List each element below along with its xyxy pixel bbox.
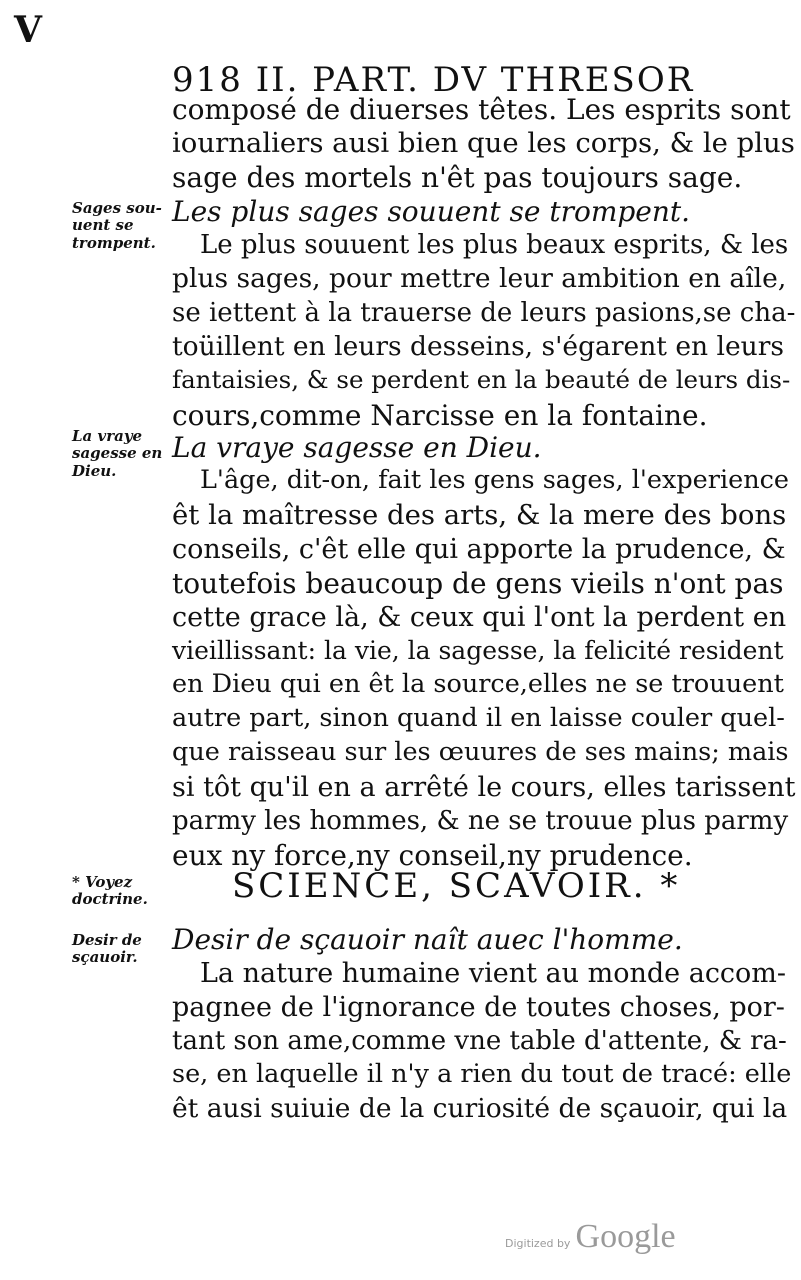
margin-note-vraye-sagesse: La vraye sagesse en Dieu. [72,427,163,480]
text-line: composé de diuerses têtes. Les esprits sont [172,93,791,126]
text-line: cette grace là, & ceux qui l'ont la perdent en [172,602,787,633]
digitized-watermark [505,1218,676,1256]
watermark-small: Digitized by [505,1237,571,1250]
text-line: que raisseau sur les œuures de ses mains; mais [172,737,789,767]
corner-mark: V [14,9,42,51]
subheading: Desir de sçauoir naît auec l'homme. [172,923,683,956]
text-line: iournaliers ausi bien que les corps, & le plus [172,127,795,159]
text-line: cours,comme Narcisse en la fontaine. [172,399,708,432]
text-line: se, en laquelle il n'y a rien du tout de tracé: elle [172,1059,792,1089]
running-header: 918 II. PART. DV THRESOR [172,60,695,100]
text-line: eux ny force,ny conseil,ny prudence. [172,839,693,872]
margin-note-sages: Sages sou-uent se trompent. [72,199,162,252]
text-line: fantaisies, & se perdent en la beauté de leurs dis- [172,365,791,394]
text-line: L'âge, dit-on, fait les gens sages, l'experience [200,465,790,495]
text-line: pagnee de l'ignorance de toutes choses, por- [172,992,785,1023]
margin-note-desir: Desir de sçauoir. [72,931,142,967]
text-line: parmy les hommes, & ne se trouue plus parmy [172,806,789,836]
text-line: plus sages, pour mettre leur ambition en aîle, [172,263,787,294]
text-line: vieillissant: la vie, la sagesse, la felicité resident [172,636,784,665]
text-line: toüillent en leurs desseins, s'égarent en leurs [172,331,785,362]
subheading: Les plus sages souuent se trompent. [172,195,691,228]
subheading: La vraye sagesse en Dieu. [172,431,542,464]
watermark-google: Google [575,1218,676,1255]
text-line: toutefois beaucoup de gens vieils n'ont pas [172,567,784,600]
margin-note-voyez: * Voyez doctrine. [72,873,148,909]
text-line: êt ausi suiuie de la curiosité de sçauoir, qui la [172,1093,788,1124]
text-line: conseils, c'êt elle qui apporte la prudence, & [172,534,786,565]
text-line: autre part, sinon quand il en laisse couler quel- [172,703,785,733]
text-line: sage des mortels n'êt pas toujours sage. [172,161,743,194]
text-line: êt la maîtresse des arts, & la mere des bons [172,499,787,531]
text-line: Le plus souuent les plus beaux esprits, & les [200,230,789,260]
text-line: en Dieu qui en êt la source,elles ne se trouuent [172,669,784,699]
text-line: si tôt qu'il en a arrêté le cours, elles tarissent [172,772,796,803]
text-line: tant son ame,comme vne table d'attente, & ra- [172,1026,787,1056]
text-line: La nature humaine vient au monde accom- [200,958,787,989]
section-heading: SCIENCE, SCAVOIR. * [232,866,681,906]
text-line: se iettent à la trauerse de leurs pasions,se cha- [172,298,796,328]
